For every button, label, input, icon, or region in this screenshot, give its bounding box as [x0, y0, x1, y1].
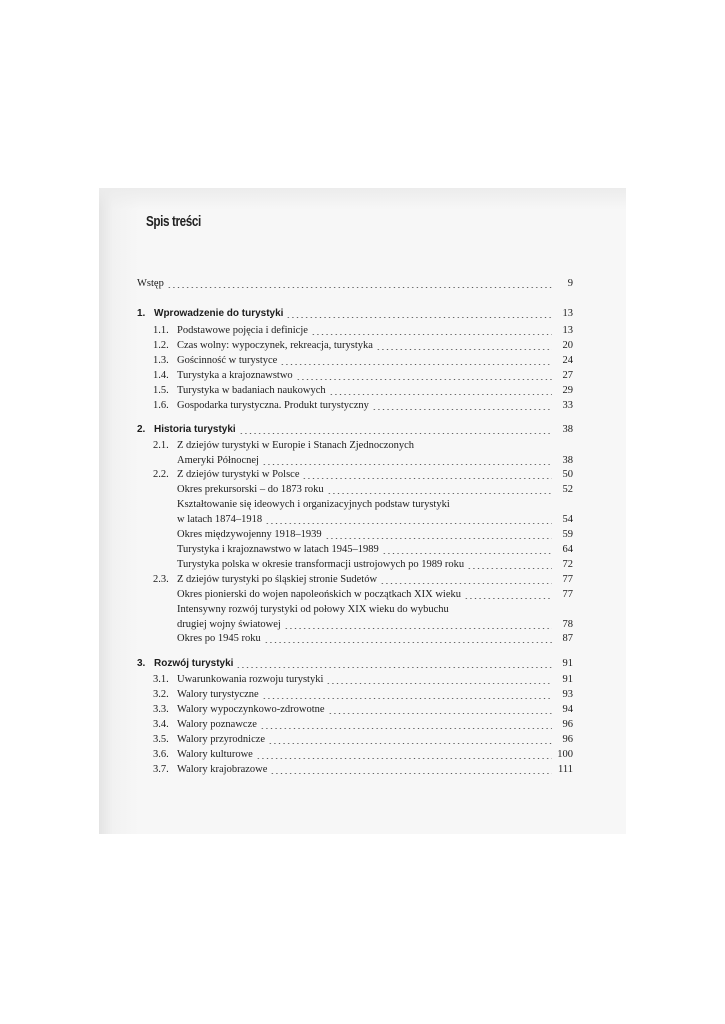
entry-label: Okres prekursorski – do 1873 roku: [177, 484, 324, 495]
entry-number: 2.2.: [153, 469, 169, 480]
leader-dots: [270, 773, 552, 774]
leader-dots: [268, 743, 552, 744]
toc-entry-2-3-c[interactable]: [177, 632, 573, 646]
toc-entry-1-6[interactable]: [153, 399, 573, 413]
entry-number: 1.: [137, 308, 146, 319]
toc-entry-3-2[interactable]: [153, 688, 573, 702]
leader-dots: [265, 523, 552, 524]
toc-entry-2-3-b-line1[interactable]: Intensywny rozwój turystyki od połowy XIX wieku do wybuchu: [177, 604, 449, 615]
toc-entry-1-2[interactable]: [153, 339, 573, 353]
entry-label: Walory przyrodnicze: [177, 734, 266, 745]
entry-label: Walory wypoczynkowo-zdrowotne: [177, 704, 325, 715]
leader-dots: [467, 568, 552, 569]
leader-dots: [325, 538, 552, 539]
entry-label: Wprowadzenie do turystyki: [154, 308, 284, 319]
entry-label: Z dziejów turystyki w Polsce: [177, 469, 300, 480]
leader-dots: [296, 379, 552, 380]
entry-label: Turystyka a krajoznawstwo: [177, 370, 293, 381]
entry-label: Czas wolny: wypoczynek, rekreacja, turystyka: [177, 340, 373, 351]
entry-page: 20: [562, 340, 573, 351]
entry-label: Okres po 1945 roku: [177, 633, 261, 644]
entry-page: 78: [562, 619, 573, 630]
leader-dots: [236, 667, 552, 668]
toc-entry-3-1[interactable]: [153, 673, 573, 687]
entry-number: 3.7.: [153, 764, 169, 775]
entry-page: 111: [558, 764, 573, 775]
entry-label: Gościnność w turystyce: [177, 355, 278, 366]
toc-entry-2-2-c[interactable]: [177, 528, 573, 542]
entry-page: 38: [562, 455, 573, 466]
entry-page: 77: [562, 589, 573, 600]
leader-dots: [286, 317, 552, 318]
toc-entry-2-2-a[interactable]: [177, 483, 573, 497]
entry-page: 72: [562, 559, 573, 570]
leader-dots: [326, 683, 552, 684]
entry-number: 2.: [137, 424, 146, 435]
entry-label: Historia turystyki: [154, 424, 236, 435]
leader-dots: [262, 464, 552, 465]
leader-dots: [327, 493, 552, 494]
entry-label: Z dziejów turystyki w Europie i Stanach Zjednoczonych: [177, 440, 415, 451]
entry-page: 52: [562, 484, 573, 495]
entry-page: 64: [562, 544, 573, 555]
leader-dots: [328, 713, 552, 714]
entry-page: 27: [562, 370, 573, 381]
entry-page: 59: [562, 529, 573, 540]
entry-page: 93: [562, 689, 573, 700]
entry-page: 91: [562, 658, 573, 669]
entry-label: Ameryki Północnej: [177, 455, 259, 466]
toc-entry-2-3[interactable]: [153, 573, 573, 587]
toc-chapter-3[interactable]: [137, 657, 573, 671]
leader-dots: [239, 433, 552, 434]
leader-dots: [372, 409, 552, 410]
entry-label: Podstawowe pojęcia i definicje: [177, 325, 308, 336]
leader-dots: [256, 758, 552, 759]
entry-page: 87: [562, 633, 573, 644]
toc-entry-2-3-b[interactable]: [177, 618, 573, 632]
toc-entry-1-3[interactable]: [153, 354, 573, 368]
toc-entry-3-7[interactable]: [153, 763, 573, 777]
entry-page: 29: [562, 385, 573, 396]
toc-entry-2-1[interactable]: [177, 454, 573, 468]
entry-label: Walory poznawcze: [177, 719, 257, 730]
entry-number: 1.1.: [153, 325, 169, 336]
toc-entry-2-2-e[interactable]: [177, 558, 573, 572]
entry-number: 1.6.: [153, 400, 169, 411]
toc-entry-3-4[interactable]: [153, 718, 573, 732]
entry-number: 3.3.: [153, 704, 169, 715]
entry-page: 94: [562, 704, 573, 715]
entry-page: 38: [562, 424, 573, 435]
entry-page: 54: [562, 514, 573, 525]
toc-heading: Spis treści: [146, 213, 201, 230]
entry-number: 3.: [137, 658, 146, 669]
entry-label: Walory kulturowe: [177, 749, 253, 760]
toc-entry-3-3[interactable]: [153, 703, 573, 717]
entry-label: Z dziejów turystyki po śląskiej stronie Sudetów: [177, 574, 378, 585]
toc-entry-1-5[interactable]: [153, 384, 573, 398]
toc-entry-2-2-b[interactable]: [177, 513, 573, 527]
entry-label: Okres pionierski do wojen napoleońskich w początkach XIX wieku: [177, 589, 462, 600]
leader-dots: [382, 553, 552, 554]
toc-entry-2-2-d[interactable]: [177, 543, 573, 557]
toc-entry-3-6[interactable]: [153, 748, 573, 762]
entry-label: Walory turystyczne: [177, 689, 259, 700]
entry-number: 3.4.: [153, 719, 169, 730]
toc-entry-intro[interactable]: [137, 277, 573, 291]
entry-label: Turystyka polska w okresie transformacji ustrojowych po 1989 roku: [177, 559, 465, 570]
leader-dots: [264, 642, 552, 643]
leader-dots: [302, 478, 552, 479]
toc-entry-1-1[interactable]: [153, 324, 573, 338]
leader-dots: [167, 287, 552, 288]
entry-page: 96: [562, 734, 573, 745]
toc-entry-2-2-b-line1[interactable]: Kształtowanie się ideowych i organizacyjnych podstaw turystyki: [177, 499, 450, 510]
entry-number: 3.1.: [153, 674, 169, 685]
entry-page: 24: [562, 355, 573, 366]
leader-dots: [284, 628, 552, 629]
entry-label: Walory krajobrazowe: [177, 764, 268, 775]
toc-entry-2-1-line1[interactable]: [153, 439, 414, 453]
entry-number: 3.6.: [153, 749, 169, 760]
toc-chapter-1[interactable]: [137, 307, 573, 321]
entry-page: 77: [562, 574, 573, 585]
entry-label: Turystyka i krajoznawstwo w latach 1945–1989: [177, 544, 379, 555]
leader-dots: [380, 583, 552, 584]
leader-dots: [260, 728, 552, 729]
entry-label: Gospodarka turystyczna. Produkt turystyczny: [177, 400, 369, 411]
entry-label: w latach 1874–1918: [177, 514, 263, 525]
toc-entry-2-2[interactable]: [153, 468, 573, 482]
leader-dots: [464, 598, 552, 599]
entry-label: Wstęp: [137, 278, 164, 289]
entry-page: 13: [562, 325, 573, 336]
entry-label: Rozwój turystyki: [154, 658, 234, 669]
entry-number: 1.2.: [153, 340, 169, 351]
toc-chapter-2[interactable]: [137, 423, 573, 437]
entry-number: 3.2.: [153, 689, 169, 700]
leader-dots: [262, 698, 552, 699]
leader-dots: [280, 364, 552, 365]
leader-dots: [376, 349, 552, 350]
entry-number: 2.1.: [153, 440, 169, 451]
entry-label: Turystyka w badaniach naukowych: [177, 385, 326, 396]
entry-number: 1.5.: [153, 385, 169, 396]
entry-number: 1.4.: [153, 370, 169, 381]
toc-entry-3-5[interactable]: [153, 733, 573, 747]
entry-number: 3.5.: [153, 734, 169, 745]
entry-page: 13: [562, 308, 573, 319]
entry-page: 33: [562, 400, 573, 411]
entry-number: 1.3.: [153, 355, 169, 366]
entry-label: Uwarunkowania rozwoju turystyki: [177, 674, 324, 685]
entry-page: 9: [567, 278, 573, 289]
toc-entry-2-3-a[interactable]: [177, 588, 573, 602]
entry-label: Okres międzywojenny 1918–1939: [177, 529, 322, 540]
entry-page: 91: [562, 674, 573, 685]
entry-page: 96: [562, 719, 573, 730]
entry-page: 50: [562, 469, 573, 480]
toc-entry-1-4[interactable]: [153, 369, 573, 383]
leader-dots: [329, 394, 552, 395]
entry-label: drugiej wojny światowej: [177, 619, 281, 630]
entry-page: 100: [557, 749, 573, 760]
entry-number: 2.3.: [153, 574, 169, 585]
leader-dots: [311, 334, 552, 335]
